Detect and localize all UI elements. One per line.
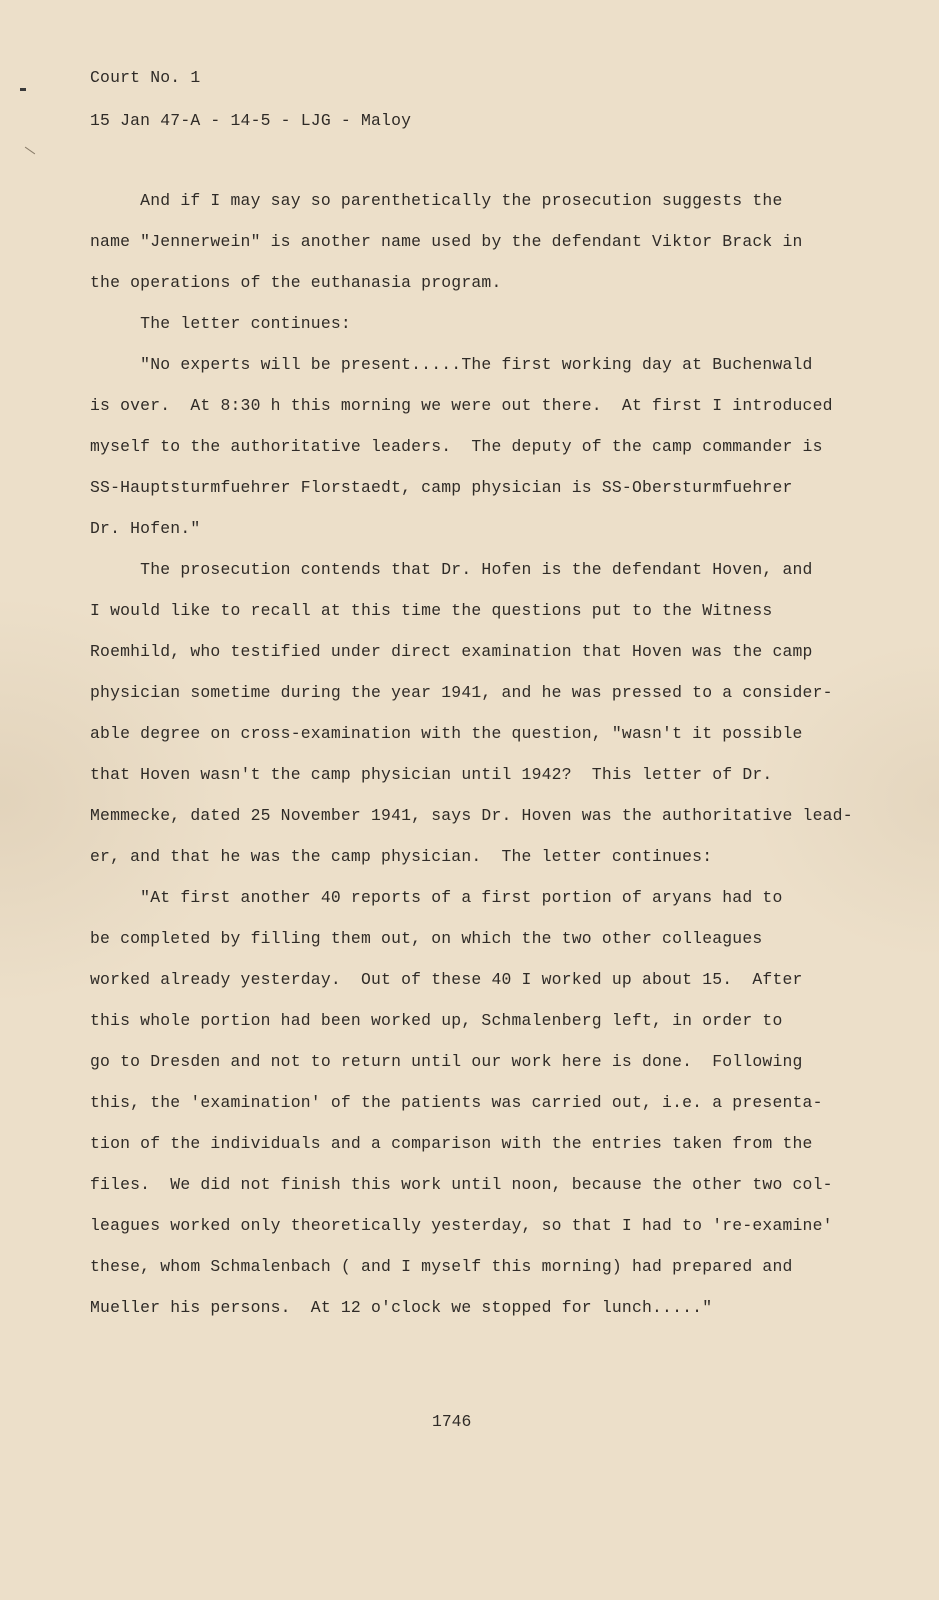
text-line: Memmecke, dated 25 November 1941, says Dr. Hoven was the authoritative lead- [90, 806, 853, 825]
session-reference: 15 Jan 47-A - 14-5 - LJG - Maloy [90, 111, 412, 130]
text-line: Roemhild, who testified under direct examination that Hoven was the camp [90, 642, 813, 661]
text-line: SS-Hauptsturmfuehrer Florstaedt, camp physician is SS-Obersturmfuehrer [90, 478, 793, 497]
text-line: Dr. Hofen." [90, 519, 201, 538]
text-line: The prosecution contends that Dr. Hofen is the defendant Hoven, and [90, 560, 813, 579]
text-line: this whole portion had been worked up, Schmalenberg left, in order to [90, 1011, 783, 1030]
page-number: 1746 [432, 1412, 472, 1431]
text-line: myself to the authoritative leaders. The deputy of the camp commander is [90, 437, 823, 456]
text-line: this, the 'examination' of the patients was carried out, i.e. a presenta- [90, 1093, 823, 1112]
text-line: be completed by filling them out, on which the two other colleagues [90, 929, 763, 948]
text-line: the operations of the euthanasia program. [90, 273, 502, 292]
text-line: able degree on cross-examination with the question, "wasn't it possible [90, 724, 803, 743]
text-line: The letter continues: [90, 314, 351, 333]
text-line: I would like to recall at this time the questions put to the Witness [90, 601, 773, 620]
text-line: "At first another 40 reports of a first portion of aryans had to [90, 888, 783, 907]
text-line: these, whom Schmalenbach ( and I myself this morning) had prepared and [90, 1257, 793, 1276]
text-line: physician sometime during the year 1941, and he was pressed to a consider- [90, 683, 833, 702]
text-line: worked already yesterday. Out of these 40 I worked up about 15. After [90, 970, 803, 989]
text-line: that Hoven wasn't the camp physician until 1942? This letter of Dr. [90, 765, 773, 784]
text-line: tion of the individuals and a comparison with the entries taken from the [90, 1134, 813, 1153]
paper-scratch [25, 147, 35, 155]
text-line: is over. At 8:30 h this morning we were out there. At first I introduced [90, 396, 833, 415]
binding-mark [20, 88, 26, 91]
text-line: er, and that he was the camp physician. The letter continues: [90, 847, 713, 866]
text-line: And if I may say so parenthetically the prosecution suggests the [90, 191, 783, 210]
text-line: Mueller his persons. At 12 o'clock we stopped for lunch....." [90, 1298, 713, 1317]
text-line: go to Dresden and not to return until our work here is done. Following [90, 1052, 803, 1071]
text-line: leagues worked only theoretically yesterday, so that I had to 're-examine' [90, 1216, 833, 1235]
text-line: name "Jennerwein" is another name used by the defendant Viktor Brack in [90, 232, 803, 251]
court-number: Court No. 1 [90, 68, 201, 87]
text-line: "No experts will be present.....The first working day at Buchenwald [90, 355, 813, 374]
text-line: files. We did not finish this work until noon, because the other two col- [90, 1175, 833, 1194]
